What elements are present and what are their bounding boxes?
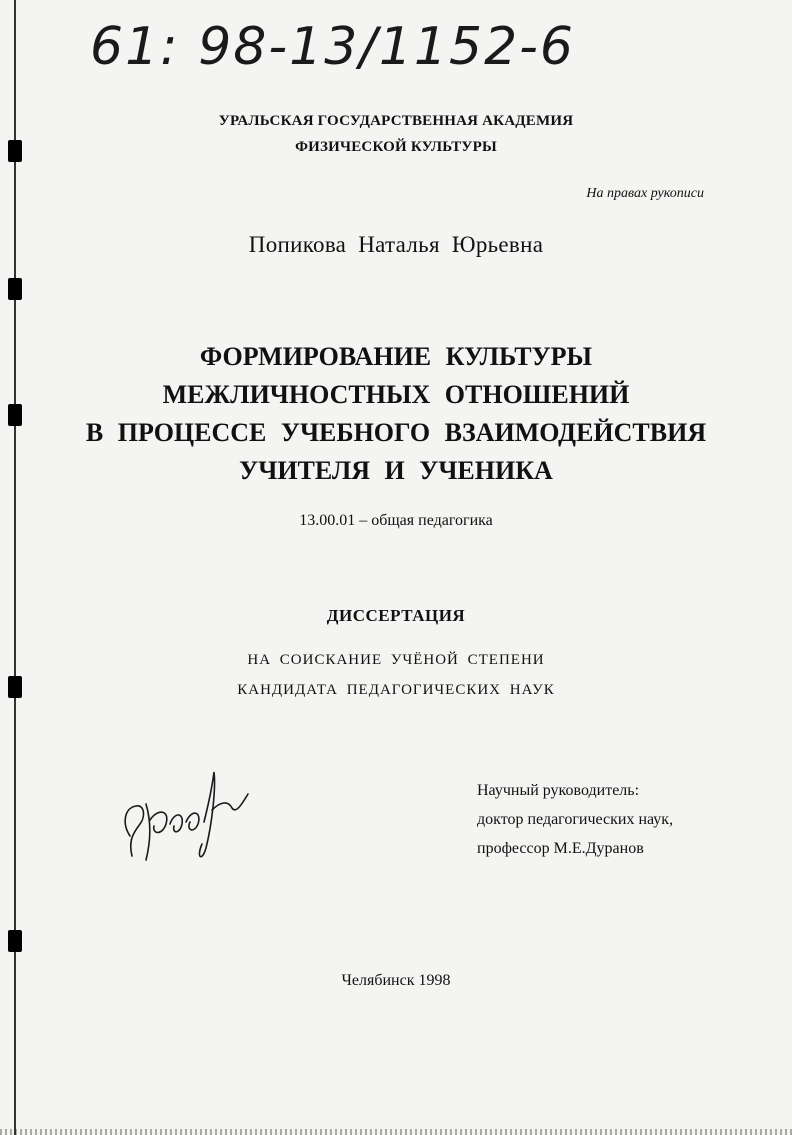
binding-line [14,0,16,1135]
archive-code-handwritten [86,8,606,80]
organization [0,108,792,160]
scan-edge [0,1129,792,1135]
manuscript-rights: На правах рукописи [586,186,704,201]
title-line1: ФОРМИРОВАНИЕ КУЛЬТУРЫ [199,342,593,371]
punch-hole [8,930,22,952]
specialty: 13.00.01 – общая педагогика [299,512,493,529]
title-line3: В ПРОЦЕССЕ УЧЕБНОГО ВЗАИМОДЕЙСТВИЯ [85,418,707,447]
binding-edge [0,0,22,1135]
degree-line1: НА СОИСКАНИЕ УЧЁНОЙ СТЕПЕНИ [247,652,545,668]
advisor-label: Научный руководитель: [477,782,640,799]
degree-line2: КАНДИДАТА ПЕДАГОГИЧЕСКИХ НАУК [237,682,555,698]
title-line2: МЕЖЛИЧНОСТНЫХ ОТНОШЕНИЙ [162,380,630,409]
advisor-degree: доктор педагогических наук, [477,811,674,828]
dissertation-title [0,338,792,490]
punch-hole [8,278,22,300]
advisor-name: профессор М.Е.Дуранов [477,840,644,857]
organization-line1: УРАЛЬСКАЯ ГОСУДАРСТВЕННАЯ АКАДЕМИЯ [218,113,574,129]
title-line4: УЧИТЕЛЯ И УЧЕНИКА [239,456,553,485]
degree-sought [0,645,792,705]
scientific-advisor [477,776,673,863]
dissertation-heading: ДИССЕРТАЦИЯ [326,606,466,625]
archive-code-text: 61: 98-13/1152-6 [90,17,576,77]
signature-icon [116,764,256,868]
archive-code-svg [86,8,606,80]
city-year: Челябинск 1998 [341,972,451,989]
author-name: Попикова Наталья Юрьевна [248,232,544,257]
organization-line2: ФИЗИЧЕСКОЙ КУЛЬТУРЫ [295,139,497,155]
